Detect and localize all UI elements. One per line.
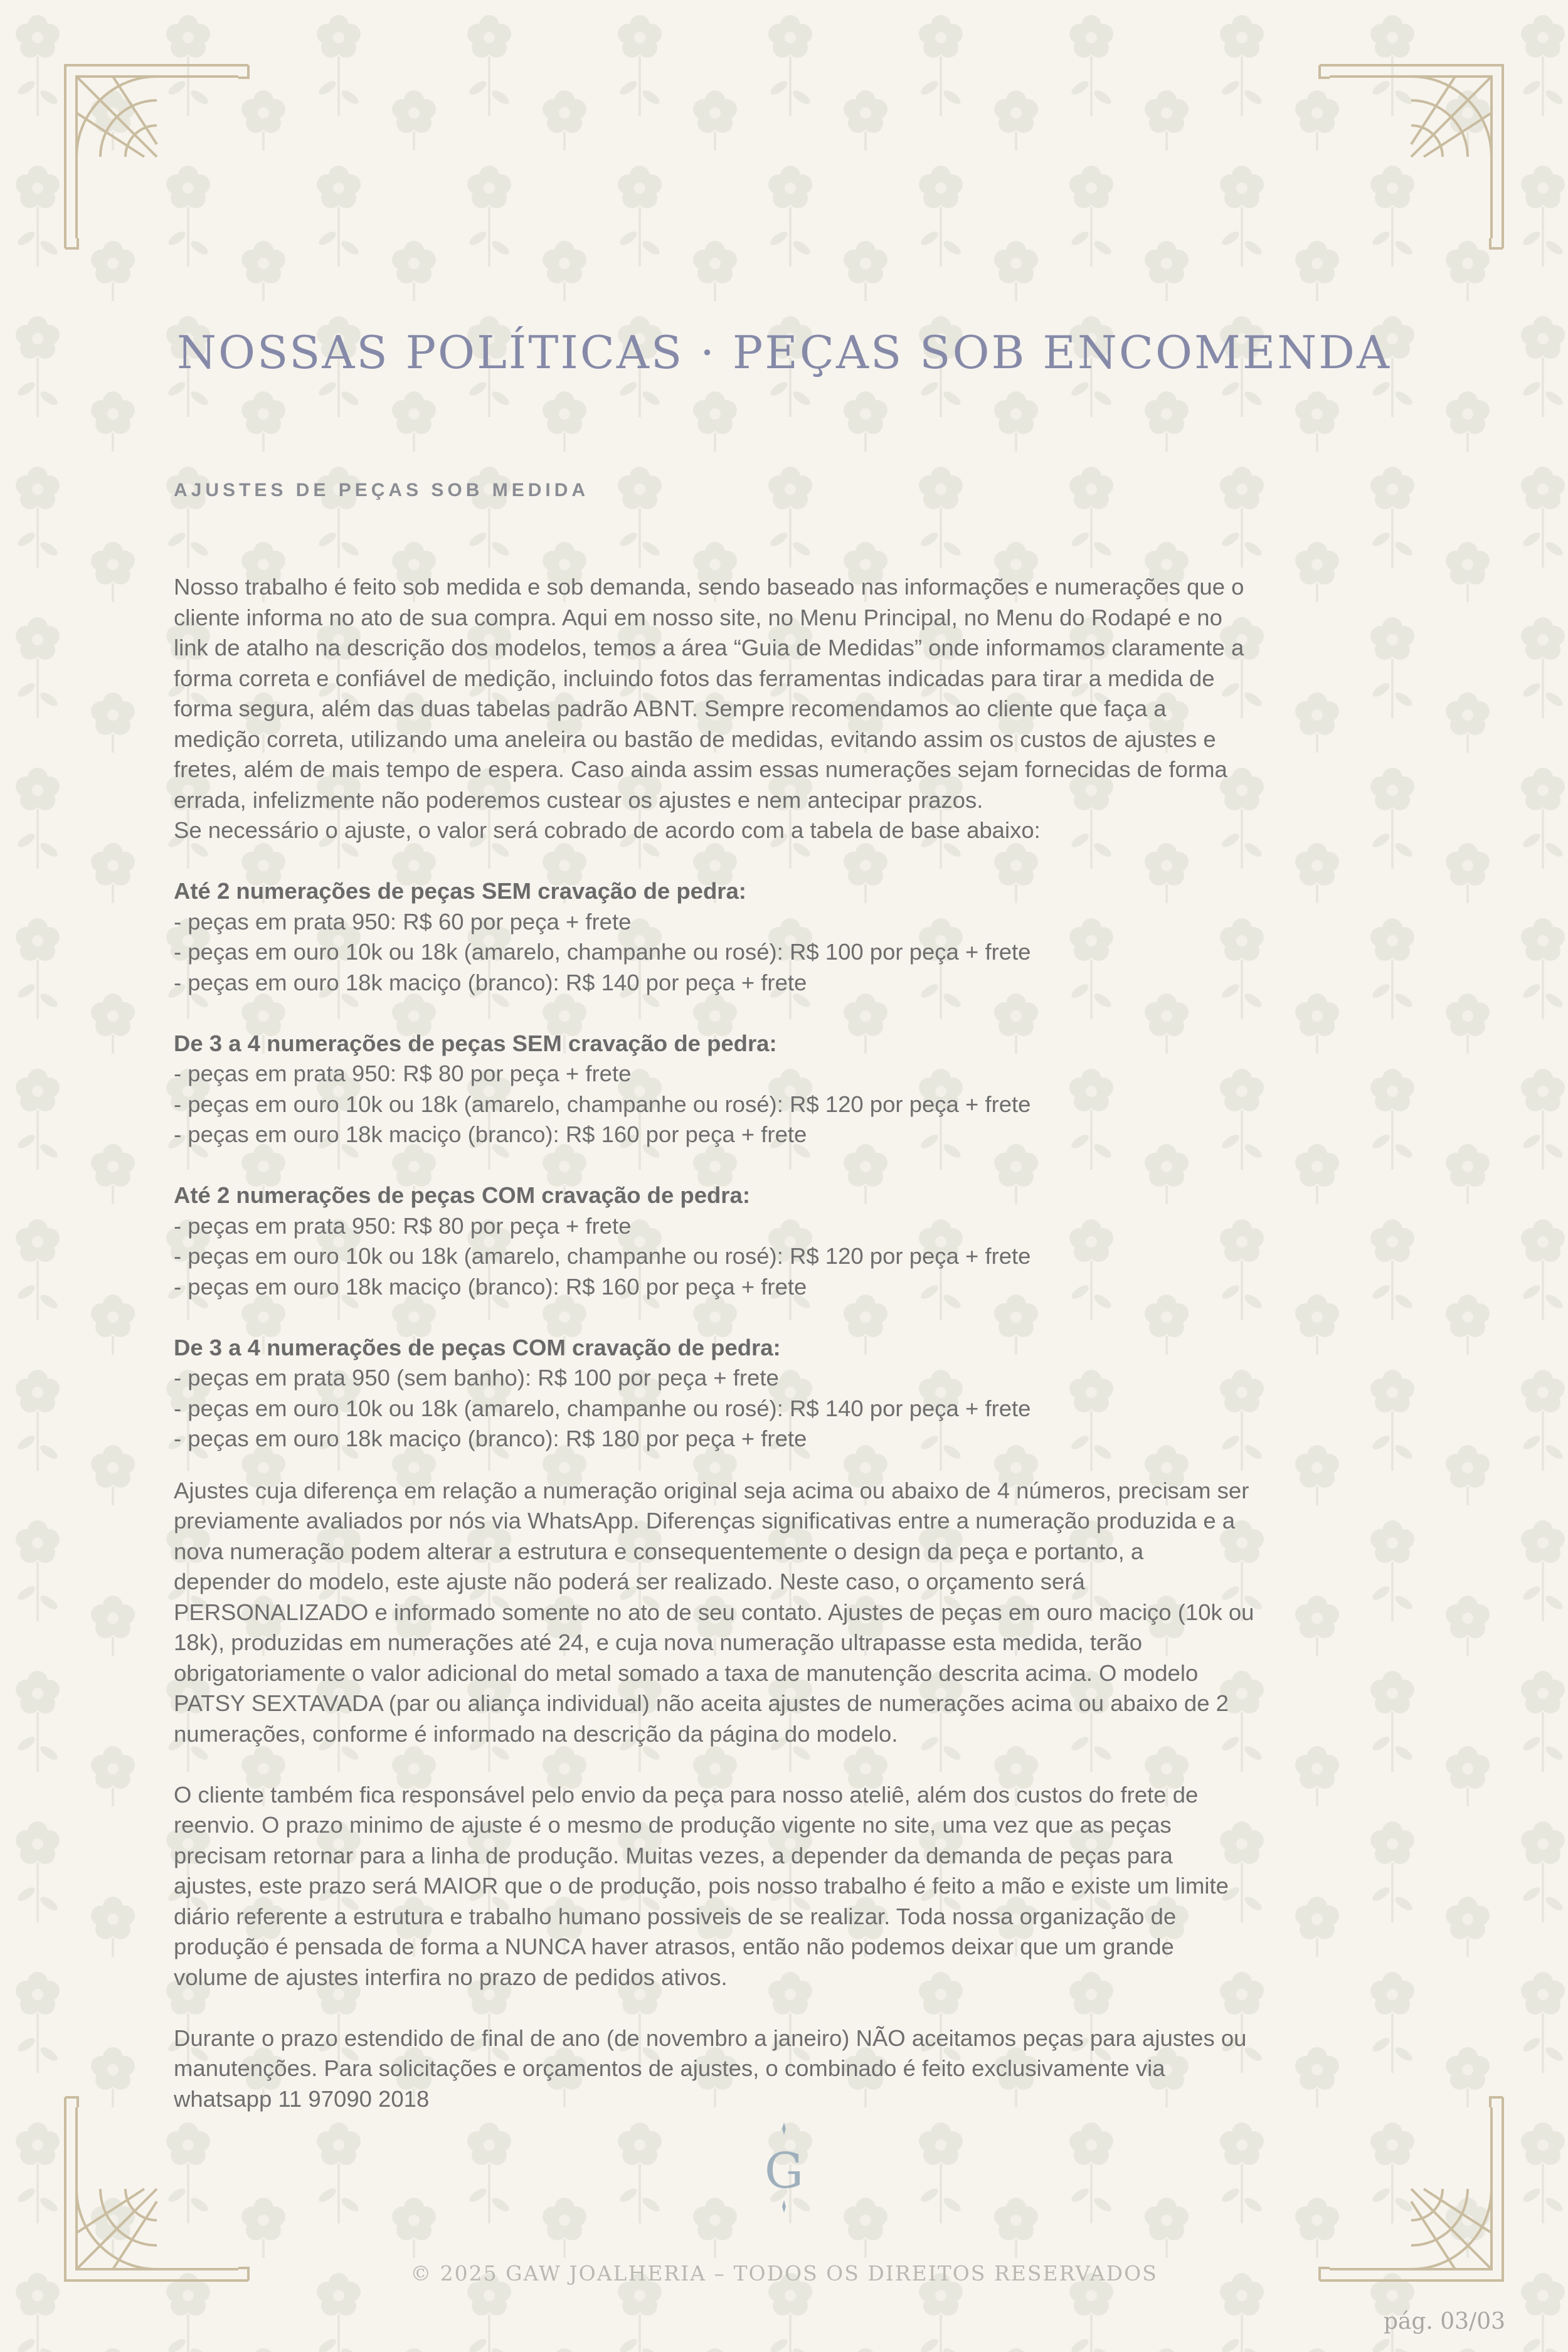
text-line: previamente avaliados por nós via WhatsApp. Diferenças significativas entre a numeração produzida e a — [174, 1508, 1236, 1534]
text-line: manutenções. Para solicitações e orçamentos de ajustes, o combinado é feito exclusivamente via — [174, 2055, 1165, 2081]
text-line: PATSY SEXTAVADA (par ou aliança individual) não aceita ajustes de numerações acima ou abaixo de 2 — [174, 1690, 1229, 1716]
text-line: volume de ajustes interfira no prazo de pedidos ativos. — [174, 1964, 728, 1990]
page-number: pág. 03/03 — [1383, 2309, 1505, 2334]
text-line: diário referente a estrutura e trabalho humano possiveis de se realizar. Toda nossa organização de — [174, 1903, 1177, 1929]
footer-copyright: © 2025 GAW JOALHERIA – TODOS OS DIREITOS RESERVADOS — [410, 2261, 1158, 2286]
text-line: medição correta, utilizando uma aneleira ou bastão de medidas, evitando assim os custos de ajustes e — [174, 726, 1216, 752]
text-line: obrigatoriamente o valor adicional do metal somado a taxa de manutenção descrita acima. O modelo — [174, 1660, 1199, 1686]
price-line: - peças em ouro 10k ou 18k (amarelo, champanhe ou rosé): R$ 120 por peça + frete — [174, 1091, 1031, 1117]
price-tier-heading: Até 2 numerações de peças SEM cravação de pedra: — [174, 878, 746, 904]
section-heading: AJUSTES DE PEÇAS SOB MEDIDA — [174, 480, 590, 501]
price-line: - peças em ouro 18k maciço (branco): R$ 160 por peça + frete — [174, 1273, 807, 1300]
text-line: Durante o prazo estendido de final de ano (de novembro a janeiro) NÃO aceitamos peças para ajustes ou — [174, 2025, 1247, 2051]
text-line: forma correta e confiável de medição, incluindo fotos das ferramentas indicadas para tirar a medida de — [174, 665, 1215, 691]
price-tier-2 — [174, 1029, 1403, 1150]
corner-ornament-top-left — [63, 63, 251, 251]
price-tier-4 — [174, 1333, 1403, 1454]
price-line: - peças em ouro 10k ou 18k (amarelo, champanhe ou rosé): R$ 100 por peça + frete — [174, 939, 1031, 965]
text-line: numerações, conforme é informado na descrição da página do modelo. — [174, 1720, 898, 1747]
text-line: PERSONALIZADO e informado somente no ato de seu contato. Ajustes de peças em ouro maciço (10k ou — [174, 1599, 1254, 1625]
price-tier-heading: De 3 a 4 numerações de peças COM cravação de pedra: — [174, 1334, 781, 1360]
text-line: forma segura, além das duas tabelas padrão ABNT. Sempre recomendamos ao cliente que faça a — [174, 696, 1167, 721]
text-line: Se necessário o ajuste, o valor será cobrado de acordo com a tabela de base abaixo: — [174, 817, 1041, 843]
shipping-paragraph — [174, 1780, 1403, 1993]
price-line: - peças em prata 950: R$ 60 por peça + frete — [174, 908, 632, 935]
price-line: - peças em ouro 18k maciço (branco): R$ 180 por peça + frete — [174, 1426, 807, 1451]
text-line: produção é pensada de forma a NUNCA haver atrasos, então não podemos deixar que um grande — [174, 1934, 1174, 1959]
price-line: - peças em ouro 18k maciço (branco): R$ 140 por peça + frete — [174, 969, 807, 995]
adjustment-paragraph — [174, 1476, 1403, 1750]
year-end-paragraph — [174, 2023, 1403, 2115]
text-line: depender do modelo, este ajuste não poderá ser realizado. Neste caso, o orçamento será — [174, 1569, 1085, 1594]
price-line: - peças em prata 950: R$ 80 por peça + frete — [174, 1212, 632, 1239]
logo-letter: G — [764, 2143, 804, 2200]
price-line: - peças em prata 950: R$ 80 por peça + frete — [174, 1061, 632, 1086]
text-line: precisam retornar para a linha de produção. Muitas vezes, a depender da demanda de peças para — [174, 1842, 1173, 1868]
text-line: ajustes, este prazo será MAIOR que o de produção, pois nosso trabalho é feito a mão e existe um limite — [174, 1873, 1229, 1899]
price-line: - peças em prata 950 (sem banho): R$ 100 por peça + frete — [174, 1365, 779, 1391]
corner-ornament-bottom-right — [1317, 2095, 1505, 2283]
text-line: fretes, além de mais tempo de espera. Caso ainda assim essas numerações sejam fornecidas de forma — [174, 756, 1227, 782]
text-line: Ajustes cuja diferença em relação a numeração original seja acima ou abaixo de 4 números, precisam ser — [174, 1477, 1249, 1503]
price-tier-3 — [174, 1180, 1403, 1302]
price-tier-heading: Até 2 numerações de peças COM cravação de pedra: — [174, 1182, 750, 1208]
text-line: Nosso trabalho é feito sob medida e sob demanda, sendo baseado nas informações e numerações que o — [174, 574, 1244, 600]
text-line: cliente informa no ato de sua compra. Aqui em nosso site, no Menu Principal, no Menu do Rodapé e no — [174, 604, 1222, 630]
corner-ornament-bottom-left — [63, 2095, 251, 2283]
text-line: O cliente também fica responsável pelo envio da peça para nosso ateliê, além dos custos do frete de — [174, 1781, 1199, 1808]
price-line: - peças em ouro 18k maciço (branco): R$ 160 por peça + frete — [174, 1121, 807, 1147]
text-line: reenvio. O prazo minimo de ajuste é o mesmo de produção vigente no site, uma vez que as peças — [174, 1812, 1172, 1838]
text-line: whatsapp 11 97090 2018 — [174, 2085, 430, 2112]
intro-paragraph — [174, 572, 1403, 846]
policy-content — [174, 478, 1403, 2114]
page-title: NOSSAS POLÍTICAS · PEÇAS SOB ENCOMENDA — [176, 326, 1391, 379]
price-line: - peças em ouro 10k ou 18k (amarelo, champanhe ou rosé): R$ 120 por peça + frete — [174, 1243, 1031, 1269]
gaw-monogram-logo — [753, 2120, 815, 2220]
price-tier-heading: De 3 a 4 numerações de peças SEM cravação de pedra: — [174, 1030, 777, 1056]
text-line: errada, infelizmente não poderemos custear os ajustes e nem antecipar prazos. — [174, 787, 983, 813]
text-line: link de atalho na descrição dos modelos, temos a área “Guia de Medidas” onde informamos claramente a — [174, 635, 1244, 660]
price-tier-1 — [174, 876, 1403, 998]
text-line: 18k), produzidas em numerações até 24, e cuja nova numeração ultrapasse esta medida, terão — [174, 1629, 1143, 1655]
price-line: - peças em ouro 10k ou 18k (amarelo, champanhe ou rosé): R$ 140 por peça + frete — [174, 1395, 1031, 1421]
corner-ornament-top-right — [1317, 63, 1505, 251]
text-line: nova numeração podem alterar a estrutura e consequentemente o design da peça e portanto, a — [174, 1538, 1144, 1564]
